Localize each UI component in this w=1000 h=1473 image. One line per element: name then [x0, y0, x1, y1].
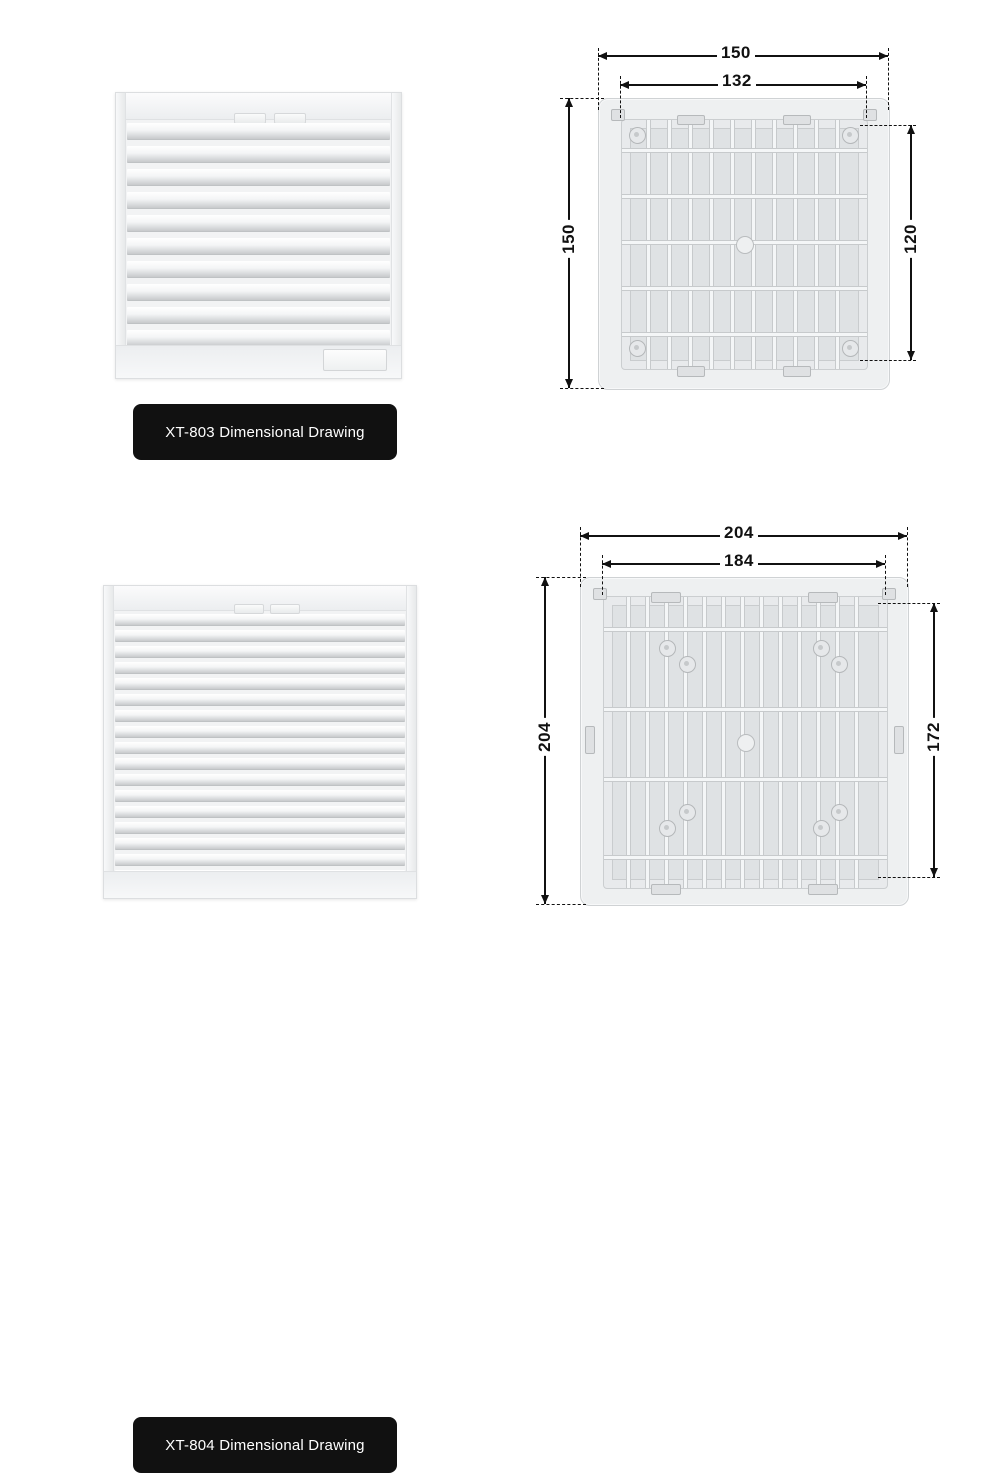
- arrow-head: [907, 351, 915, 360]
- technical-drawing-xt-803: [560, 30, 960, 430]
- arrow-head: [565, 98, 573, 107]
- drawing-outer-frame: [580, 577, 909, 906]
- grille-crossbar: [604, 627, 887, 632]
- snap-tab: [783, 115, 811, 125]
- arrow-head: [580, 532, 589, 540]
- louver: [127, 238, 390, 255]
- arrow-head: [541, 895, 549, 904]
- grille-bar: [835, 597, 840, 888]
- grille-bar: [797, 597, 802, 888]
- mounting-screw: [659, 820, 676, 837]
- caption-label: XT-803 Dimensional Drawing: [165, 423, 365, 441]
- product-block-xt-803: [0, 0, 1000, 500]
- photo-frame-bottom: [104, 871, 416, 898]
- photo-top-tab-right: [270, 604, 300, 614]
- louver: [127, 307, 390, 324]
- louver: [115, 694, 405, 706]
- louver: [115, 614, 405, 626]
- dimension-label-inner-height: 172: [924, 718, 944, 756]
- louver: [115, 662, 405, 674]
- louver: [127, 192, 390, 209]
- arrow-head: [565, 379, 573, 388]
- grille-bar: [626, 597, 631, 888]
- louver: [115, 774, 405, 786]
- mounting-screw: [679, 804, 696, 821]
- arrow-head: [541, 577, 549, 586]
- snap-tab: [651, 884, 681, 895]
- extension-line: [878, 877, 940, 878]
- grille-bar: [702, 597, 707, 888]
- arrow-head: [898, 532, 907, 540]
- side-latch-left: [585, 726, 595, 754]
- mounting-screw: [629, 127, 646, 144]
- mounting-screw: [813, 820, 830, 837]
- louver: [115, 678, 405, 690]
- technical-drawing-xt-804: [528, 515, 968, 935]
- arrow-head: [602, 560, 611, 568]
- photo-top-tab-left: [234, 604, 264, 614]
- mounting-screw: [842, 127, 859, 144]
- grille-crossbar: [622, 332, 867, 337]
- louver: [115, 630, 405, 642]
- arrow-head: [598, 52, 607, 60]
- photo-frame-right: [391, 93, 401, 378]
- arrow-head: [907, 125, 915, 134]
- grille-crossbar: [622, 194, 867, 199]
- louver: [115, 838, 405, 850]
- extension-line: [888, 48, 889, 110]
- extension-line: [860, 360, 916, 361]
- louver: [115, 742, 405, 754]
- mounting-screw: [659, 640, 676, 657]
- mounting-screw: [679, 656, 696, 673]
- grille-crossbar: [622, 286, 867, 291]
- dimension-label-outer-width: 150: [717, 43, 755, 63]
- snap-tab: [651, 592, 681, 603]
- louver: [127, 123, 390, 140]
- dimension-label-inner-height: 120: [901, 220, 921, 258]
- grille-crossbar: [604, 707, 887, 712]
- louver: [115, 710, 405, 722]
- extension-line: [907, 527, 908, 587]
- product-block-xt-804: [0, 500, 1000, 1454]
- corner-clip: [611, 109, 625, 121]
- fan-hub: [737, 734, 755, 752]
- snap-tab: [808, 884, 838, 895]
- mounting-screw: [629, 340, 646, 357]
- product-photo-xt-803: [115, 92, 402, 379]
- photo-frame-left: [104, 586, 114, 898]
- grille-bar: [721, 597, 726, 888]
- arrow-head: [930, 868, 938, 877]
- extension-line: [560, 388, 604, 389]
- louver: [127, 215, 390, 232]
- caption-xt-803: [133, 404, 397, 460]
- drawing-outer-frame: [598, 98, 890, 390]
- dimension-label-outer-width: 204: [720, 523, 758, 543]
- snap-tab: [783, 366, 811, 377]
- caption-label: XT-804 Dimensional Drawing: [165, 1436, 365, 1454]
- snap-tab: [677, 115, 705, 125]
- photo-louver-stack: [127, 123, 390, 428]
- fan-hub: [736, 236, 754, 254]
- grille-bar: [854, 597, 859, 888]
- drawing-inner-grille: [621, 119, 868, 370]
- louver: [115, 726, 405, 738]
- grille-bar: [645, 597, 650, 888]
- extension-line: [866, 76, 867, 118]
- grille-bar: [778, 597, 783, 888]
- grille-crossbar: [604, 777, 887, 782]
- mounting-screw: [831, 656, 848, 673]
- arrow-head: [876, 560, 885, 568]
- louver: [115, 646, 405, 658]
- snap-tab: [677, 366, 705, 377]
- side-latch-right: [894, 726, 904, 754]
- louver: [115, 854, 405, 866]
- grille-crossbar: [604, 855, 887, 860]
- arrow-head: [879, 52, 888, 60]
- photo-frame-right: [406, 586, 416, 898]
- louver: [127, 261, 390, 278]
- dimension-label-inner-width: 184: [720, 551, 758, 571]
- mounting-screw: [813, 640, 830, 657]
- louver: [115, 822, 405, 834]
- louver: [127, 284, 390, 301]
- dimension-label-inner-width: 132: [718, 71, 756, 91]
- mounting-screw: [831, 804, 848, 821]
- arrow-head: [930, 603, 938, 612]
- louver: [115, 758, 405, 770]
- extension-line: [885, 555, 886, 595]
- louver: [127, 169, 390, 186]
- arrow-head: [620, 81, 629, 89]
- louver: [115, 790, 405, 802]
- caption-xt-804: [133, 1417, 397, 1473]
- extension-line: [536, 904, 586, 905]
- grille-crossbar: [622, 148, 867, 153]
- corner-clip: [593, 588, 607, 600]
- mounting-screw: [842, 340, 859, 357]
- grille-bar: [683, 597, 688, 888]
- louver: [127, 146, 390, 163]
- photo-frame-left: [116, 93, 126, 378]
- arrow-head: [857, 81, 866, 89]
- dimension-label-outer-height: 150: [559, 220, 579, 258]
- dimension-label-outer-height: 204: [535, 718, 555, 756]
- grille-bar: [759, 597, 764, 888]
- drawing-inner-grille: [603, 596, 888, 889]
- product-photo-xt-804: [103, 585, 417, 899]
- louver: [115, 806, 405, 818]
- snap-tab: [808, 592, 838, 603]
- photo-label-plate: [323, 349, 387, 371]
